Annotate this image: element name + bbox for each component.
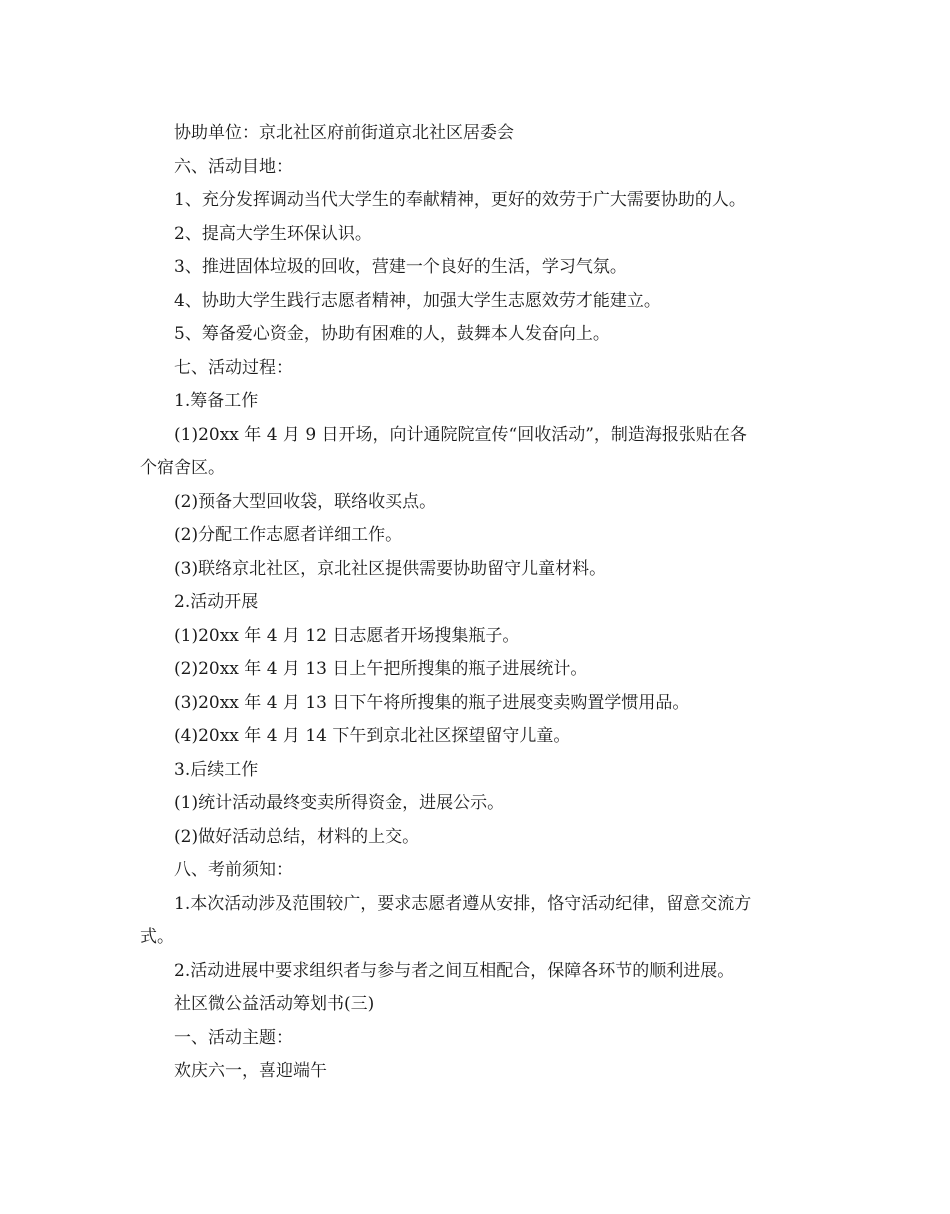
text-line: (3)联络京北社区，京北社区提供需要协助留守儿童材料。: [174, 558, 607, 579]
text-line: 式。: [140, 927, 174, 947]
document-body: [140, 117, 820, 1089]
text-line: (1)统计活动最终变卖所得资金，进展公示。: [174, 793, 505, 813]
text-line: (4)20xx 年 4 月 14 下午到京北社区探望留守儿童。: [174, 726, 571, 746]
text-line: 2.活动开展: [174, 592, 259, 612]
text-line: 2、提高大学生环保认识。: [174, 223, 372, 244]
text-line: 个宿舍区。: [140, 458, 225, 478]
text-line: 5、筹备爱心资金，协助有困难的人，鼓舞本人发奋向上。: [174, 324, 610, 344]
text-line: (2)做好活动总结，材料的上交。: [174, 826, 420, 847]
text-line: 2.活动进展中要求组织者与参与者之间互相配合，保障各环节的顺利进展。: [174, 960, 735, 981]
text-line: (1)20xx 年 4 月 12 日志愿者开场搜集瓶子。: [174, 625, 520, 646]
text-line: 八、考前须知：: [174, 860, 293, 880]
text-line: 协助单位：京北社区府前街道京北社区居委会: [174, 123, 514, 143]
text-line: 3.后续工作: [174, 759, 259, 780]
text-line: 欢庆六一，喜迎端午: [174, 1061, 327, 1081]
text-line: 六、活动目地：: [174, 156, 293, 177]
text-line: (1)20xx 年 4 月 9 日开场，向计通院院宣传“回收活动”，制造海报张贴在各: [174, 424, 747, 445]
text-line: (3)20xx 年 4 月 13 日下午将所搜集的瓶子进展变卖购置学惯用品。: [174, 692, 690, 713]
text-line: 1.筹备工作: [174, 391, 259, 411]
text-line: 社区微公益活动筹划书(三): [174, 994, 375, 1014]
text-line: (2)预备大型回收袋，联络收买点。: [174, 491, 437, 512]
text-line: 3、推进固体垃圾的回收，营建一个良好的生活，学习气氛。: [174, 257, 627, 277]
text-line: (2)20xx 年 4 月 13 日上午把所搜集的瓶子进展统计。: [174, 659, 588, 679]
text-line: 1.本次活动涉及范围较广，要求志愿者遵从安排，恪守活动纪律，留意交流方: [174, 893, 752, 914]
text-line: 1、充分发挥调动当代大学生的奉献精神，更好的效劳于广大需要协助的人。: [174, 190, 746, 210]
text-line: 4、协助大学生践行志愿者精神，加强大学生志愿效劳才能建立。: [174, 290, 661, 311]
text-line: 一、活动主题：: [174, 1027, 293, 1048]
text-line: 七、活动过程：: [174, 357, 293, 378]
text-line: (2)分配工作志愿者详细工作。: [174, 525, 403, 545]
